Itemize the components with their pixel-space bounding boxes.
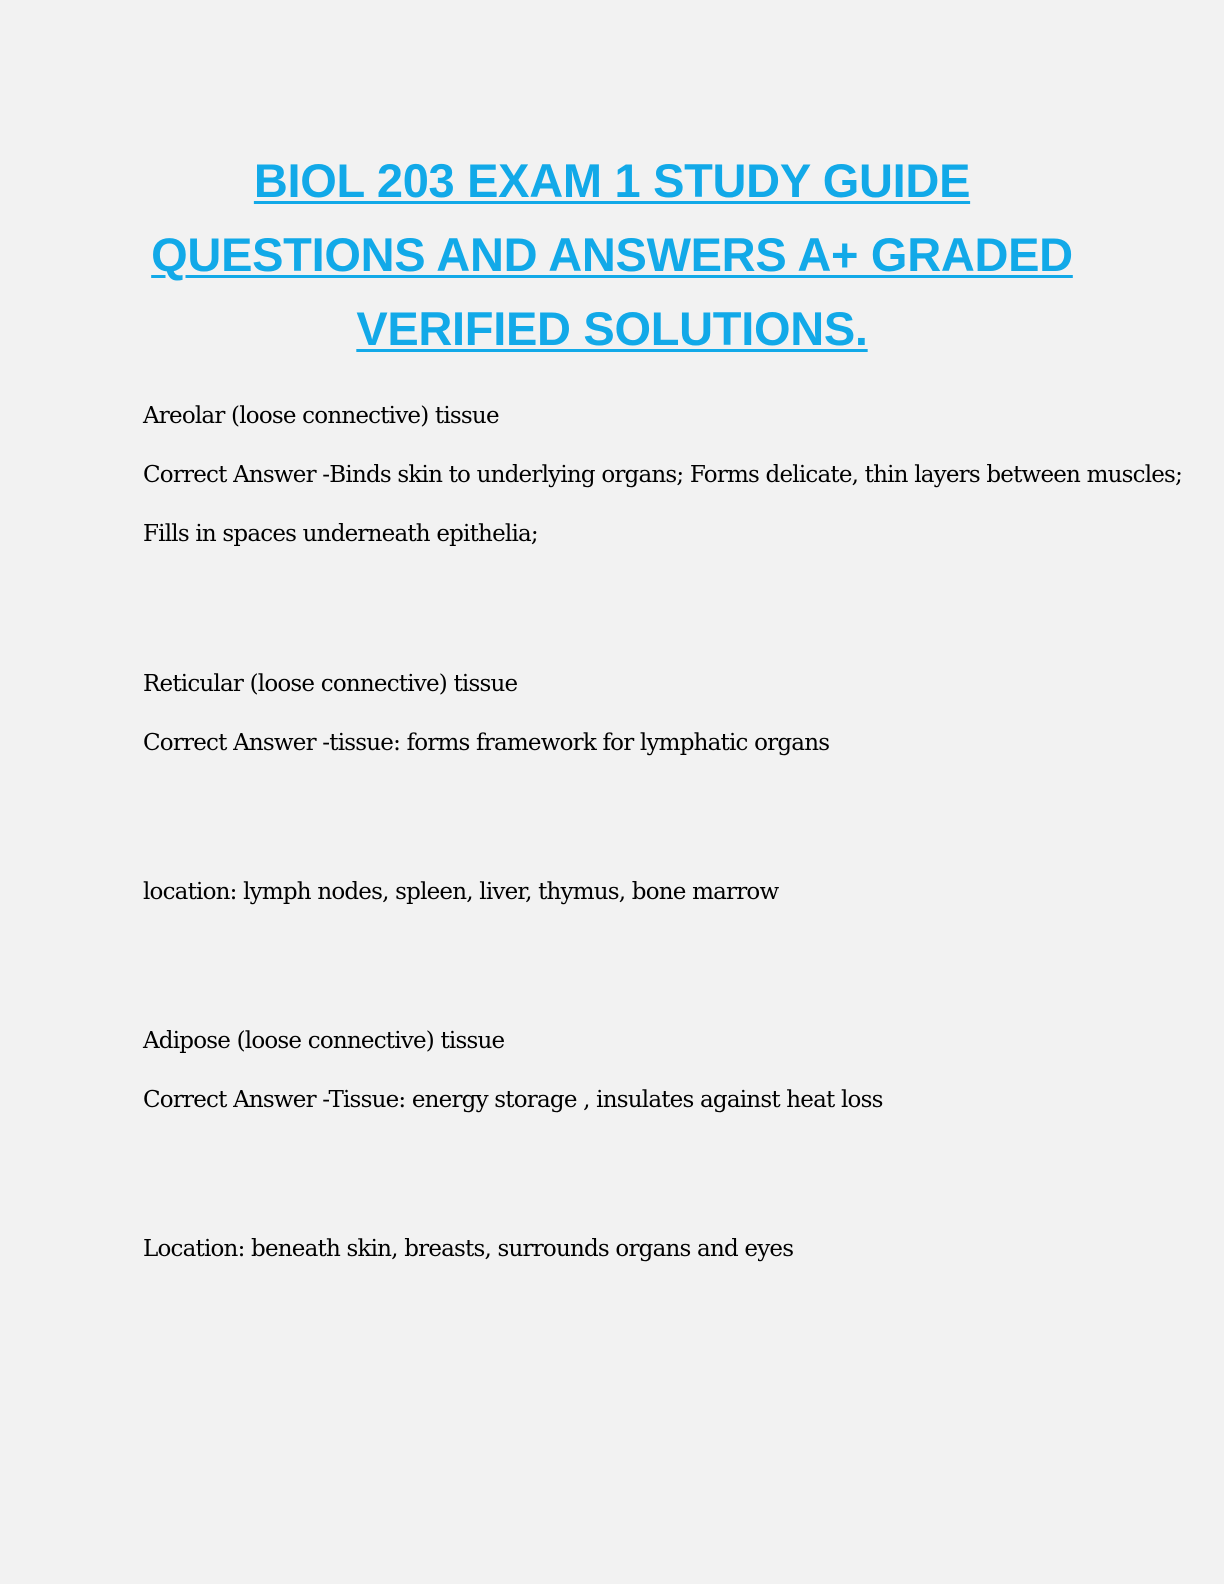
adipose-answer: Correct Answer -Tissue: energy storage , insulates against heat loss [143, 1087, 883, 1113]
title-line-3: VERIFIED SOLUTIONS. [356, 302, 868, 355]
areolar-answer-line-2: Fills in spaces underneath epithelia; [143, 521, 538, 547]
title-line-1: BIOL 203 EXAM 1 STUDY GUIDE [253, 154, 971, 207]
reticular-location: location: lymph nodes, spleen, liver, thymus, bone marrow [143, 879, 779, 905]
title-line-2: QUESTIONS AND ANSWERS A+ GRADED [151, 228, 1073, 281]
areolar-term: Areolar (loose connective) tissue [143, 403, 499, 429]
adipose-term: Adipose (loose connective) tissue [143, 1028, 505, 1054]
areolar-answer-line-1: Correct Answer -Binds skin to underlying organs; Forms delicate, thin layers between muscles; [143, 462, 1183, 488]
adipose-location: Location: beneath skin, breasts, surrounds organs and eyes [143, 1236, 794, 1262]
reticular-answer: Correct Answer -tissue: forms framework for lymphatic organs [143, 730, 830, 756]
document-title [130, 144, 1094, 366]
reticular-term: Reticular (loose connective) tissue [143, 671, 518, 697]
